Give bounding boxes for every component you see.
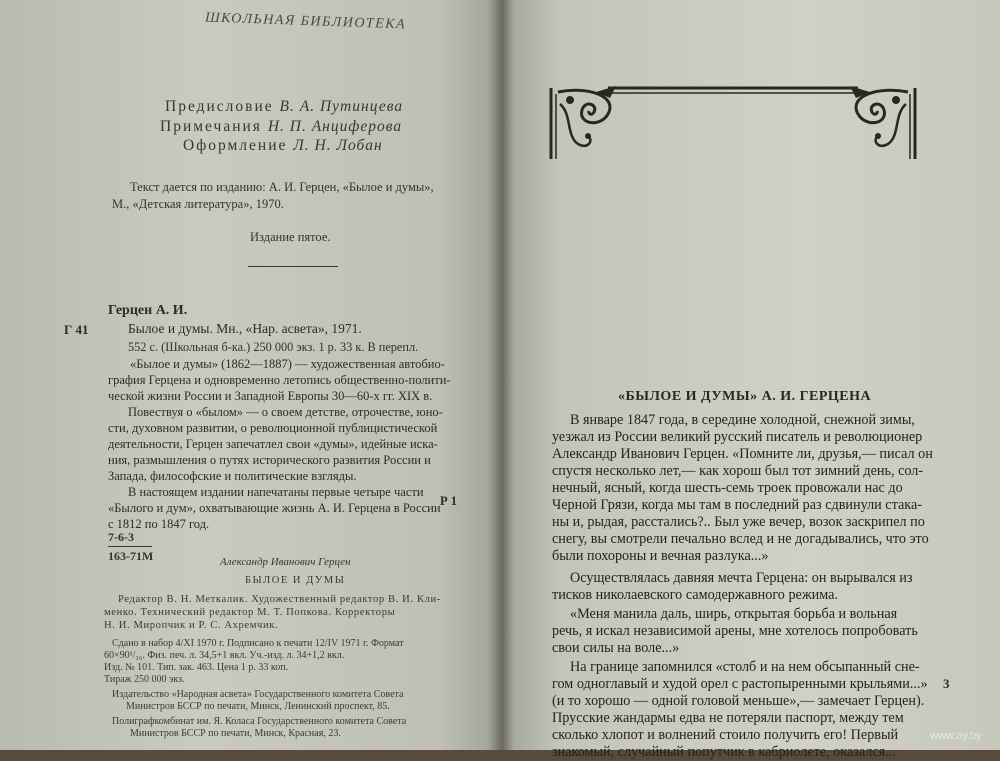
annotation-line: графия Герцена и одновременно летопись общественно-полити- [108,373,451,387]
text-line: были похороны и вечная разлука...» [552,548,769,564]
code-bottom: 163-71М [108,549,154,563]
printing-line: Изд. № 101. Тип. зак. 463. Цена 1 р. 33 коп. [104,662,289,673]
edition-note: Издание пятое. [250,230,331,244]
editors-line: Н. И. Миропчик и Р. С. Ахремчик. [104,620,279,631]
text-line: свои силы на воле...» [552,640,680,656]
classification-code: Р 1 [440,494,458,508]
annotation-line: Запада, философские и политические взгляды. [108,469,357,483]
text-line: В январе 1847 года, в середине холодной, снежной зимы, [570,412,915,428]
printing-line: Сдано в набор 4/XI 1970 г. Подписано к печати 12/IV 1971 г. Формат [112,638,404,649]
code-divider [108,546,152,547]
imprint-author: Александр Иванович Герцен [220,556,351,568]
text-line: снегу, вы смотрели печально вслед и не догадывались, что это [552,531,929,547]
text-line: ны и, рыдая, расстались?.. Был уже вечер, возок заскрипел по [552,514,925,530]
text-line: нечный, ясный, когда шесть-семь троек провожали нас до [552,480,903,496]
page-number: 3 [943,676,950,691]
publisher-line: Издательство «Народная асвета» Государственного комитета Совета [112,689,404,700]
source-note-line: М., «Детская литература», 1970. [112,197,284,211]
text-line: гом одноглавый и худой орел с растопыренными крыльями...» [552,676,928,692]
text-line: уезжал из России великий русский писатель и революционер [552,429,923,445]
text-line: сколько хлопот и волнений стоило получить его! Первый [552,727,899,743]
editors-line: менко. Технический редактор М. Т. Попкова. Корректоры [104,607,396,618]
text-line: речь, я искал независимой арены, мне хотелось попробовать [552,623,918,639]
right-page [500,0,1000,760]
annotation-line: ческой жизни России и Западной Европы 30—60-х гг. XIX в. [108,389,433,403]
annotation-line: деятельности, Герцен запечатлел свои «думы», идейные иска- [108,437,438,451]
ornament-frame [548,84,918,164]
printing-line: 60×90¹/₁₆. Физ. печ. л. 34,5+1 вкл. Уч.-изд. л. 34+1,2 вкл. [104,650,345,661]
right-scroll-ornament [850,86,908,146]
code-top: 7-6-3 [108,530,134,544]
left-page [0,0,500,750]
catalog-pages: 552 с. (Школьная б-ка.) 250 000 экз. 1 р. 33 к. В перепл. [128,340,419,354]
annotation-line: ния, размышления о путях исторического развития России и [108,453,431,467]
catalog-author: Герцен А. И. [108,303,188,318]
chapter-title: «БЫЛОЕ И ДУМЫ» А. И. ГЕРЦЕНА [618,389,872,404]
left-scroll-ornament [558,86,616,146]
publisher-line: Министров БССР по печати, Минск, Ленинский проспект, 85. [126,701,390,712]
printer-line: Полиграфкомбинат им. Я. Коласа Государственного комитета Совета [112,716,407,727]
catalog-title: Былое и думы. Мн., «Нар. асвета», 1971. [128,321,362,336]
printer-line: Министров БССР по печати, Минск, Красная, 23. [130,728,341,739]
credit-design: Оформление Л. Н. Лобан [183,137,383,154]
text-line: Осуществлялась давняя мечта Герцена: он вырывался из [570,570,913,586]
text-line: тисков николаевского самодержавного режима. [552,587,838,603]
annotation-line: Повествуя о «былом» — о своем детстве, отрочестве, юно- [128,405,443,419]
text-line: Прусские жандармы едва не потеряли паспорт, между тем [552,710,904,726]
annotation-line: «Былого и дум», охватывающие жизнь А. И. Герцена в России [108,501,441,515]
text-line: (и то хорошо — одной головой меньше»,— замечает Герцен). [552,693,925,709]
annotation-line: сти, духовном развитии, о революционной публицистической [108,421,438,435]
series-header: ШКОЛЬНАЯ БИБЛИОТЕКА [204,10,407,33]
source-note-line: Текст дается по изданию: А. И. Герцен, «Былое и думы», [130,180,434,194]
text-line: знакомый, случайный попутчик в кабриолете, оказался... [552,744,896,760]
credit-preface: Предисловие В. А. Путинцева [165,98,404,115]
text-line: «Меня манила даль, ширь, открытая борьба и вольная [570,606,898,622]
text-line: Александр Иванович Герцен. «Помните ли, друзья,— писал он [552,446,933,462]
watermark: www.ay.by [930,730,982,742]
book-gutter [488,0,514,750]
annotation-line: В настоящем издании напечатаны первые четыре части [128,485,424,499]
printing-line: Тираж 250 000 экз. [104,674,185,685]
text-line: Черной Грязи, когда мы там в последний раз сдвинули стака- [552,497,922,513]
imprint-title: БЫЛОЕ И ДУМЫ [245,575,346,586]
divider [248,266,338,267]
annotation-line: «Былое и думы» (1862—1887) — художественная автобио- [130,357,445,371]
annotation-line: с 1812 по 1847 год. [108,517,210,531]
text-line: спустя несколько лет,— как хорош был тот зимний день, сол- [552,463,924,479]
credit-notes: Примечания Н. П. Анциферова [160,118,403,135]
text-line: На границе запомнился «столб и на нем обсыпанный сне- [570,659,920,675]
catalog-index: Г 41 [64,322,89,337]
editors-line: Редактор В. Н. Меткалик. Художественный редактор В. И. Кли- [118,594,441,605]
